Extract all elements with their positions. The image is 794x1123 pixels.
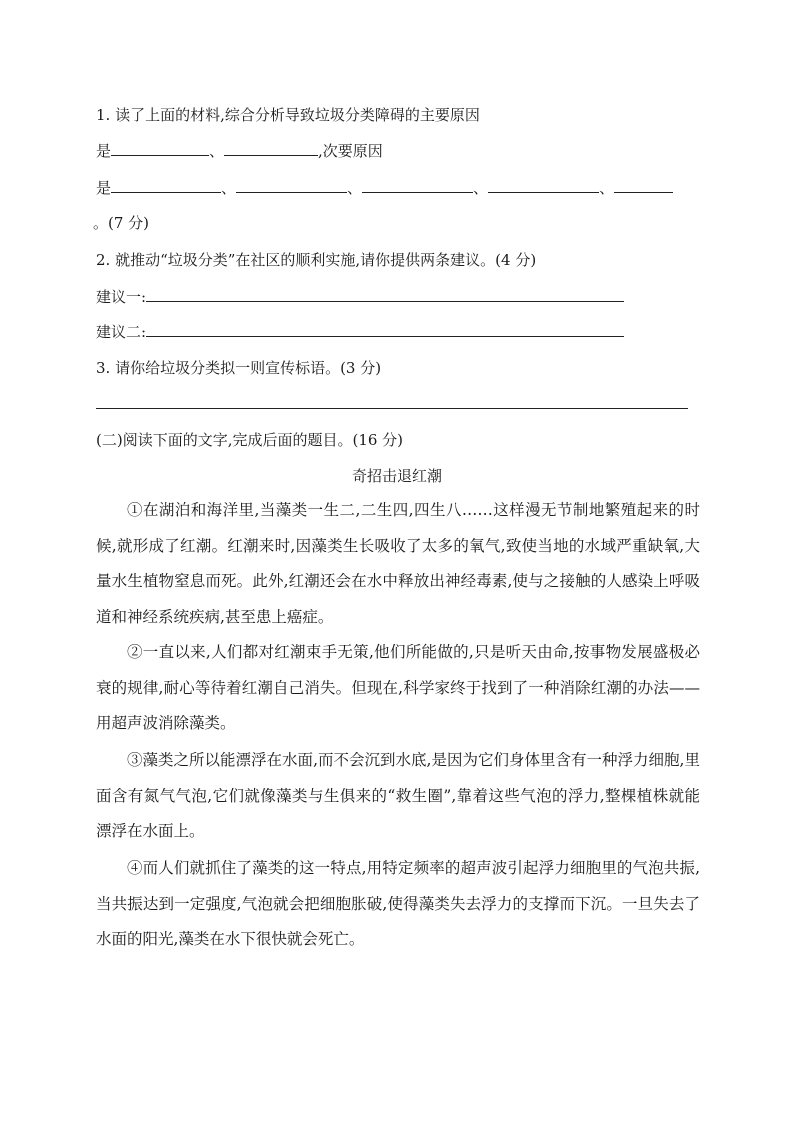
suggestion-2-label: 建议二:: [96, 323, 147, 341]
primary-reason-blank-1[interactable]: [111, 141, 209, 156]
paragraph-3: ③藻类之所以能漂浮在水面,而不会沉到水底,是因为它们身体里含有一种浮力细胞,里面含有氮气气泡,它们就像藻类与生俱来的“救生圈”,靠着这些气泡的浮力,整棵植株就能漂浮在水面上。: [96, 751, 700, 840]
question-1-prefix: 是: [96, 142, 112, 160]
separator: 、: [221, 179, 237, 197]
separator: 、: [599, 179, 615, 197]
secondary-reason-blank-1[interactable]: [111, 178, 221, 193]
suggestion-1-label: 建议一:: [96, 288, 147, 306]
slogan-answer-line[interactable]: [96, 408, 688, 409]
paragraph-2: ②一直以来,人们都对红潮束手无策,他们所能做的,只是听天由命,按事物发展盛极必衰的规律,耐心等待着红潮自己消失。但现在,科学家终于找到了一种消除红潮的办法——用超声波消除藻类。: [96, 643, 700, 732]
secondary-reason-blank-5[interactable]: [614, 178, 673, 193]
suggestion-2-blank[interactable]: [146, 322, 624, 337]
secondary-reason-blank-4[interactable]: [488, 178, 599, 193]
separator: 、: [209, 142, 225, 160]
suggestion-1-blank[interactable]: [146, 287, 624, 302]
paragraph-1: ①在湖泊和海洋里,当藻类一生二,二生四,四生八……这样漫无节制地繁殖起来的时候,就形成了红潮。红潮来时,因藻类生长吸收了太多的氧气,致使当地的水域严重缺氧,大量水生植物窒息而死。此外,红潮还会在水中释放出神经毒素,使与之接触的人感染上呼吸道和神经系统疾病,甚至患上癌症。: [96, 501, 700, 626]
question-1-score: 。(7 分): [93, 214, 150, 232]
question-1-secondary-label: ,次要原因: [318, 142, 383, 160]
paragraph-4: ④而人们就抓住了藻类的这一特点,用特定频率的超声波引起浮力细胞里的气泡共振,当共振达到一定强度,气泡就会把细胞胀破,使得藻类失去浮力的支撑而下沉。一旦失去了水面的阳光,藻类在水下很快就会死亡。: [96, 859, 700, 948]
suggestion-1-line: [96, 287, 624, 307]
separator: 、: [473, 179, 489, 197]
question-2-text: 2. 就推动“垃圾分类”在社区的顺利实施,请你提供两条建议。(4 分): [96, 251, 537, 269]
question-1-prefix-2: 是: [96, 179, 112, 197]
question-3-text: 3. 请你给垃圾分类拟一则宣传标语。(3 分): [96, 359, 382, 377]
separator: 、: [347, 179, 363, 197]
primary-reason-blank-2[interactable]: [224, 141, 318, 156]
article-title: 奇招击退红潮: [351, 467, 442, 485]
question-1-primary-line: [96, 141, 383, 161]
section-2-header: (二)阅读下面的文字,完成后面的题目。(16 分): [96, 431, 404, 449]
question-1-text: 1. 读了上面的材料,综合分析导致垃圾分类障碍的主要原因: [96, 106, 480, 124]
suggestion-2-line: [96, 322, 624, 342]
secondary-reason-blank-2[interactable]: [236, 178, 347, 193]
question-1-secondary-line: [96, 178, 673, 198]
secondary-reason-blank-3[interactable]: [362, 178, 473, 193]
